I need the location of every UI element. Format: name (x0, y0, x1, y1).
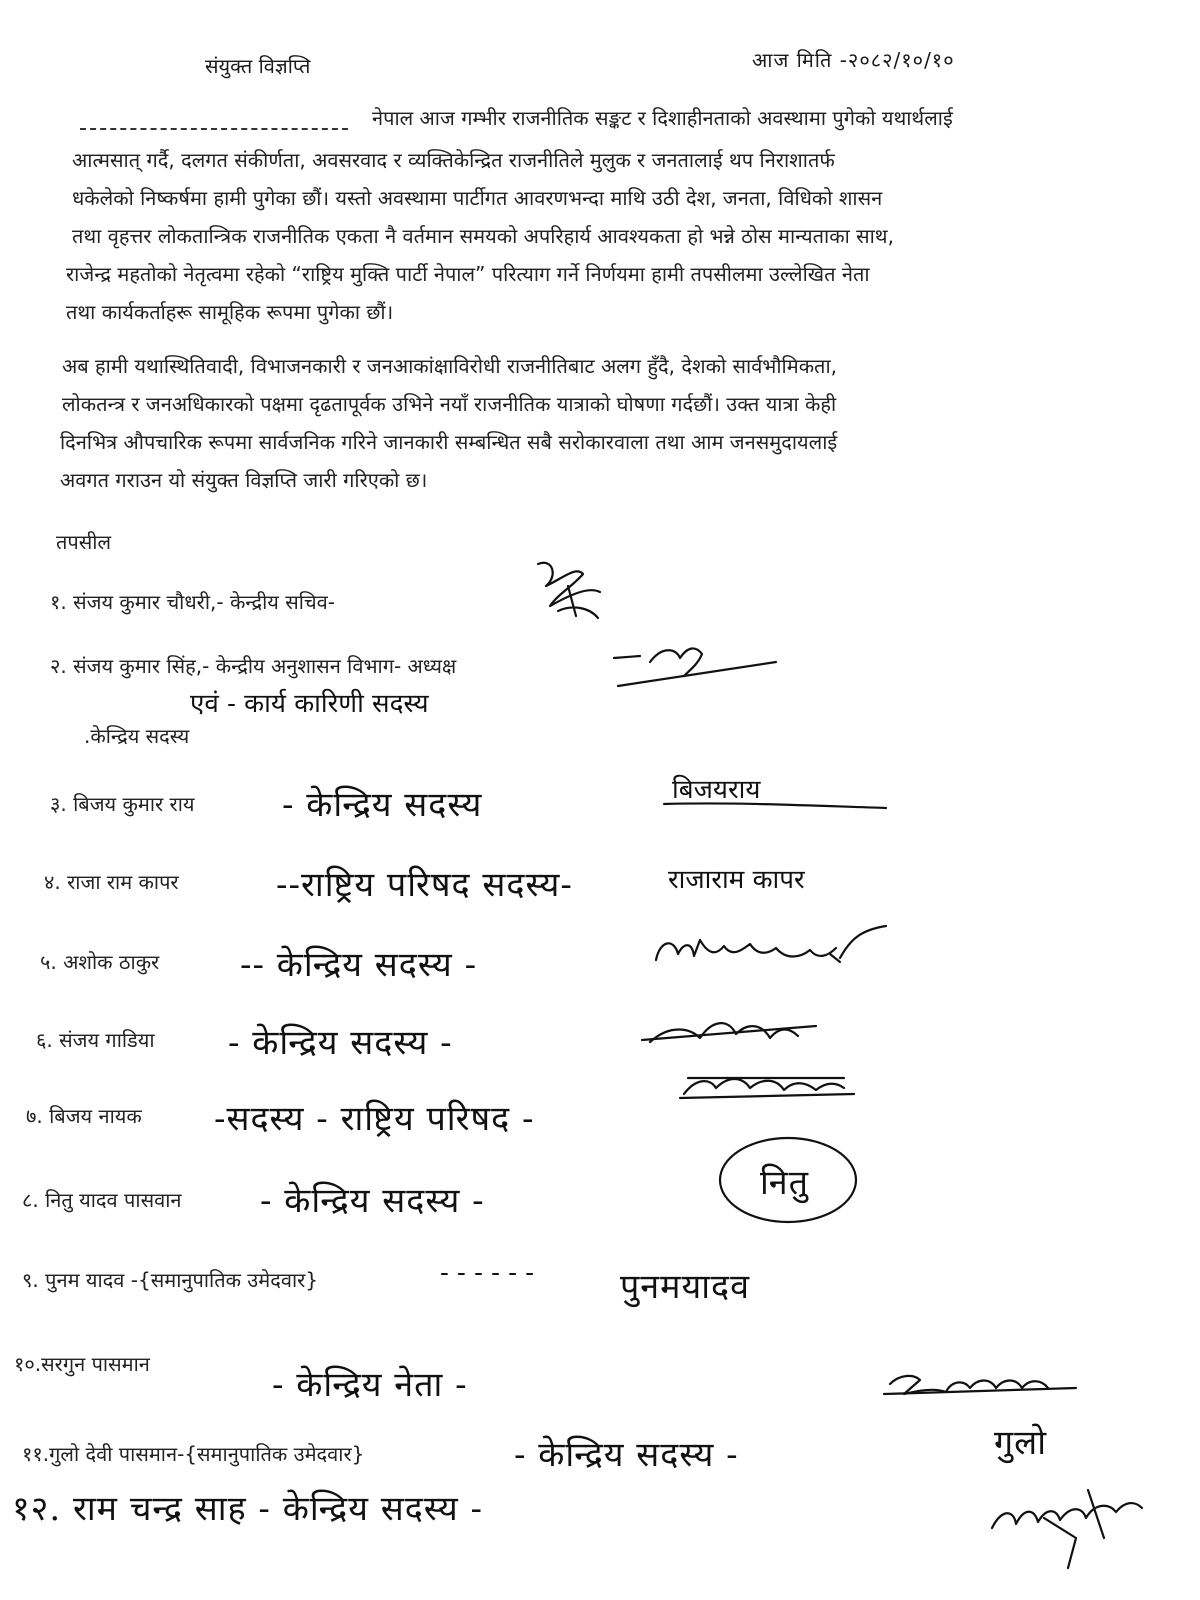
signature-6 (640, 1008, 820, 1058)
list-item-6-handwritten: - केन्द्रिय सदस्य - (228, 1023, 453, 1063)
signature-9: पुनमयादव (620, 1267, 750, 1307)
signature-2 (610, 640, 780, 700)
document-date: आज मिति -२०८२/१०/१० (752, 48, 955, 72)
list-item-3-handwritten: - केन्द्रिय सदस्य (282, 785, 483, 825)
list-item-4: ४. राजा राम कापर (44, 870, 179, 894)
list-item-3: ३. बिजय कुमार राय (50, 792, 195, 816)
signature-11: गुलो (994, 1423, 1047, 1463)
document-title: संयुक्त विज्ञप्ति (205, 54, 311, 78)
list-item-4-handwritten: --राष्ट्रिय परिषद सदस्य- (276, 865, 573, 905)
para2-line: लोकतन्त्र र जनअधिकारको पक्षमा दृढतापूर्वक उभिने नयाँ राजनीतिक यात्राको घोषणा गर्दछौं। उक्त यात्रा केही (62, 392, 837, 416)
list-item-5-handwritten: -- केन्द्रिय सदस्य - (240, 945, 478, 985)
para1-line: धकेलेको निष्कर्षमा हामी पुगेका छौं। यस्तो अवस्थामा पार्टीगत आवरणभन्दा माथि उठी देश, जनता, विधिको शासन (72, 186, 883, 210)
signature-3: बिजयराय (672, 775, 761, 805)
para2-line: अवगत गराउन यो संयुक्त विज्ञप्ति जारी गरिएको छ। (60, 468, 428, 492)
list-item-10: १०.सरगुन पासमान (14, 1352, 150, 1376)
list-item-11-handwritten: - केन्द्रिय सदस्य - (514, 1435, 739, 1475)
signature-3-underline (660, 796, 890, 816)
para2-line: अब हामी यथास्थितिवादी, विभाजनकारी र जनआकांक्षाविरोधी राजनीतिबाट अलग हुँदै, देशको सार्वभौमिकता, (62, 354, 837, 378)
signature-8: नितु (760, 1163, 810, 1203)
signature-4: राजाराम कापर (668, 865, 805, 895)
signature-1 (528, 556, 608, 626)
list-item-2: २. संजय कुमार सिंह,- केन्द्रीय अनुशासन विभाग- अध्यक्ष (50, 654, 457, 678)
list-item-8-handwritten: - केन्द्रिय सदस्य - (260, 1181, 485, 1221)
para1-line: नेपाल आज गम्भीर राजनीतिक सङ्कट र दिशाहीनताको अवस्थामा पुगेको यथार्थलाई (372, 106, 953, 130)
list-item-8: ८. नितु यादव पासवान (22, 1188, 182, 1212)
tapsil-heading: तपसील (56, 530, 112, 554)
list-item-6: ६. संजय गाडिया (36, 1028, 155, 1052)
para1-line: तथा वृहत्तर लोकतान्त्रिक राजनीतिक एकता नै वर्तमान समयको अपरिहार्य आवश्यकता हो भन्ने ठोस मान्यताका साथ, (72, 224, 894, 248)
para1-line: तथा कार्यकर्ताहरू सामूहिक रूपमा पुगेका छौं। (66, 300, 394, 324)
list-item-9: ९. पुनम यादव -{समानुपातिक उमेदवार} (22, 1268, 319, 1292)
list-item-12: १२. राम चन्द्र साह - केन्द्रिय सदस्य - (12, 1489, 484, 1529)
list-item-10-handwritten: - केन्द्रिय नेता - (272, 1365, 468, 1405)
para1-line: आत्मसात् गर्दै, दलगत संकीर्णता, अवसरवाद र व्यक्तिकेन्द्रित राजनीतिले मुलुक र जनतालाई थप निराशातर्फ (72, 148, 835, 172)
list-item-7: ७. बिजय नायक (26, 1104, 142, 1128)
list-item-9-handwritten: - - - - - - (440, 1258, 535, 1288)
signature-7 (676, 1068, 856, 1108)
para2-line: दिनभित्र औपचारिक रूपमा सार्वजनिक गरिने जानकारी सम्बन्धित सबै सरोकारवाला तथा आम जनसमुदायलाई (60, 430, 838, 454)
leading-dash-line (80, 128, 348, 130)
signature-12 (984, 1478, 1154, 1578)
signature-5 (650, 920, 890, 980)
list-item-5: ५. अशोक ठाकुर (40, 950, 160, 974)
list-item-1: १. संजय कुमार चौधरी,- केन्द्रीय सचिव- (50, 590, 335, 614)
list-item-2-extra: .केन्द्रिय सदस्य (84, 724, 190, 748)
list-item-11: ११.गुलो देवी पासमान-{समानुपातिक उमेदवार} (22, 1442, 365, 1466)
list-item-2-handwritten: एवं - कार्य कारिणी सदस्य (190, 689, 429, 719)
signature-10 (880, 1366, 1080, 1402)
list-item-7-handwritten: -सदस्य - राष्ट्रिय परिषद - (214, 1099, 535, 1139)
para1-line: राजेन्द्र महतोको नेतृत्वमा रहेको “राष्ट्रिय मुक्ति पार्टी नेपाल” परित्याग गर्ने निर्णयमा हामी तपसीलमा उल्लेखित नेता (66, 262, 870, 286)
